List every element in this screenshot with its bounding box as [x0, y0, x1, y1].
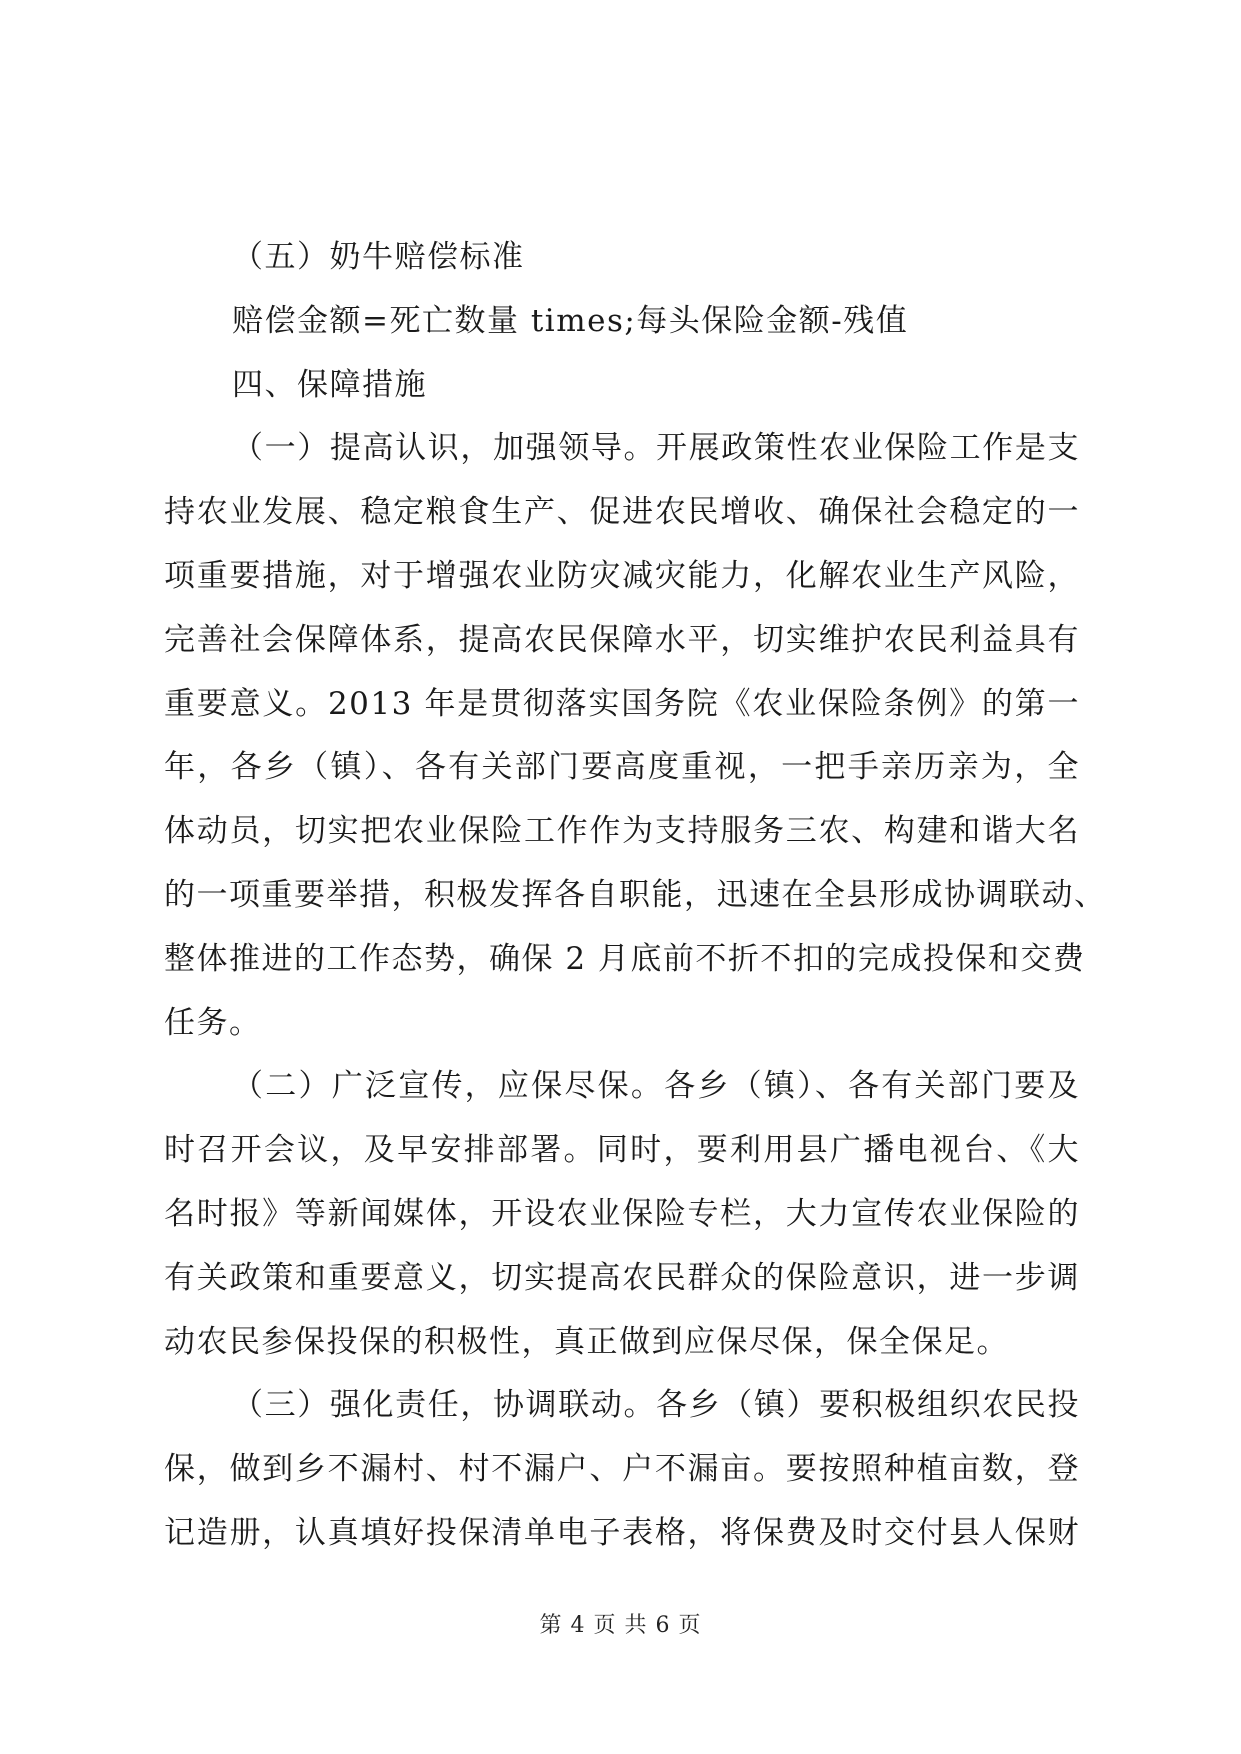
document-body	[164, 226, 1107, 1566]
paragraph-line: 保，做到乡不漏村、村不漏户、户不漏亩。要按照种植亩数，登	[164, 1451, 1080, 1488]
paragraph-line: （三）强化责任，协调联动。各乡（镇）要积极组织农民投	[232, 1387, 1080, 1424]
paragraph-line: 动农民参保投保的积极性，真正做到应保尽保，保全保足。	[164, 1323, 1009, 1360]
paragraph-line: 任务。	[164, 1004, 262, 1041]
paragraph-line: 重要意义。2013 年是贯彻落实国务院《农业保险条例》的第一	[164, 685, 1080, 722]
page-number-footer: 第 4 页 共 6 页	[539, 1613, 702, 1638]
paragraph-line: 有关政策和重要意义，切实提高农民群众的保险意识，进一步调	[164, 1259, 1080, 1296]
section-heading-safeguards: 四、保障措施	[232, 366, 427, 403]
paragraph-line: 体动员，切实把农业保险工作作为支持服务三农、构建和谐大名	[164, 813, 1080, 850]
paragraph-line: （二）广泛宣传，应保尽保。各乡（镇）、各有关部门要及	[232, 1068, 1080, 1105]
subheading-dairy-cow-compensation: （五）奶牛赔偿标准	[232, 239, 525, 275]
compensation-formula: 赔偿金额=死亡数量 times;每头保险金额-残值	[232, 302, 909, 339]
paragraph-line: 记造册，认真填好投保清单电子表格，将保费及时交付县人保财	[164, 1514, 1080, 1551]
paragraph-line: 完善社会保障体系，提高农民保障水平，切实维护农民利益具有	[164, 621, 1080, 658]
paragraph-line: 时召开会议，及早安排部署。同时，要利用县广播电视台、《大	[164, 1132, 1080, 1169]
paragraph-line: 名时报》等新闻媒体，开设农业保险专栏，大力宣传农业保险的	[164, 1195, 1080, 1232]
paragraph-line: 年，各乡（镇）、各有关部门要高度重视，一把手亲历亲为，全	[164, 749, 1080, 786]
paragraph-line: 持农业发展、稳定粮食生产、促进农民增收、确保社会稳定的一	[164, 494, 1080, 531]
paragraph-line: （一）提高认识，加强领导。开展政策性农业保险工作是支	[232, 430, 1080, 467]
paragraph-line: 项重要措施，对于增强农业防灾减灾能力，化解农业生产风险，	[164, 557, 1080, 594]
paragraph-line: 的一项重要举措，积极发挥各自职能，迅速在全县形成协调联动、	[164, 876, 1107, 913]
paragraph-line: 整体推进的工作态势，确保 2 月底前不折不扣的完成投保和交费	[164, 940, 1086, 977]
